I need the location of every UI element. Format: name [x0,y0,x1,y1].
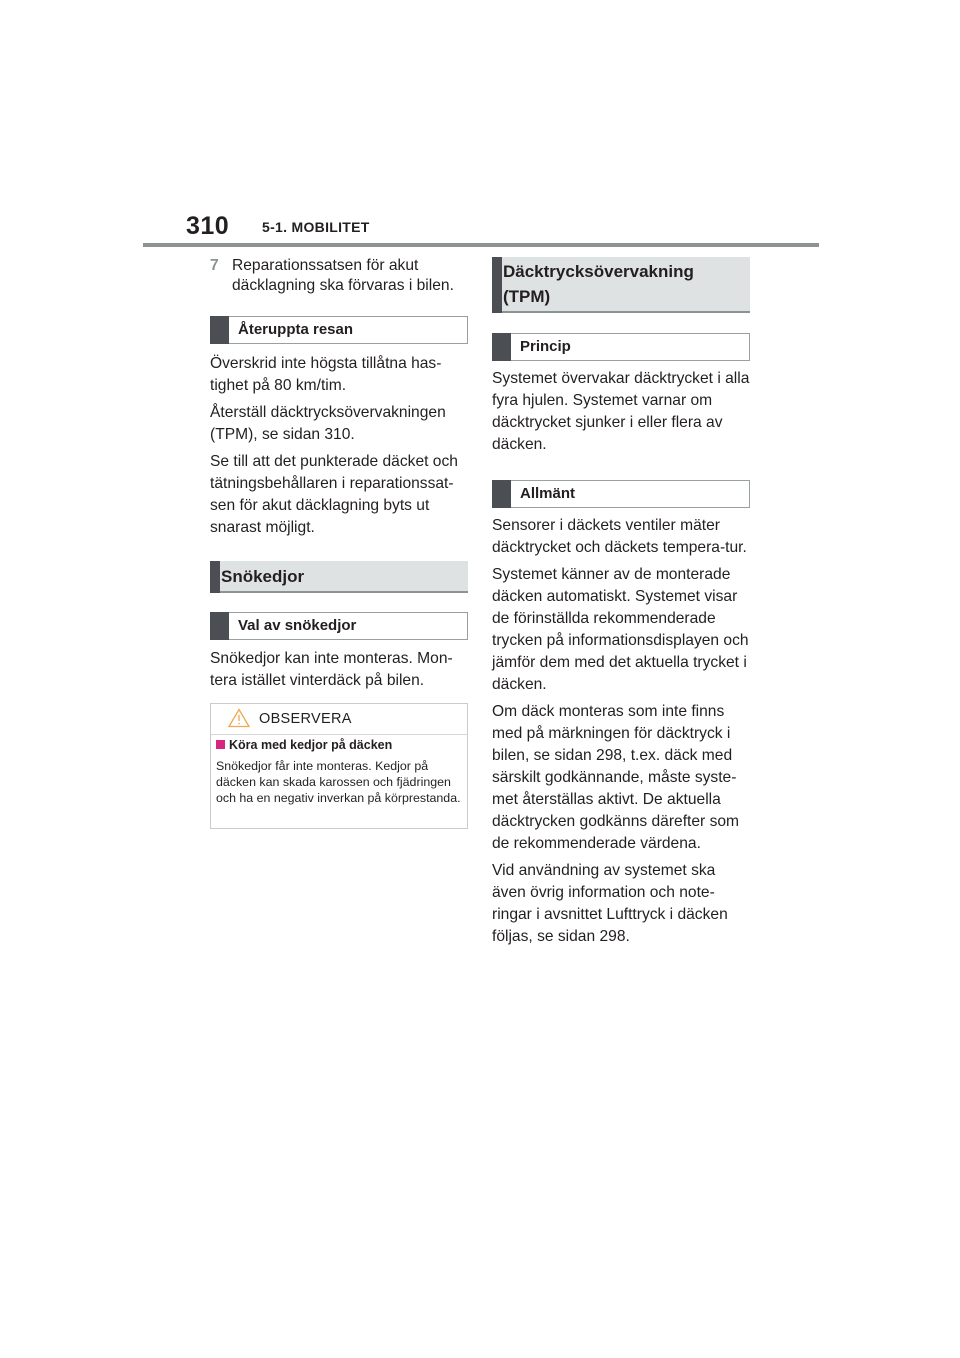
header-divider [143,243,819,247]
heading-snow-chains [210,561,468,593]
subheading-bar [492,480,511,508]
warning-triangle-icon [228,708,250,728]
subheading-bar [492,333,511,361]
caution-subtitle-text: Köra med kedjor på däcken [229,738,393,752]
page-number: 310 [186,212,230,240]
subheading-label: Princip [520,338,571,355]
subheading-label: Allmänt [520,485,576,502]
paragraph: Återställ däcktrycksövervakningen (TPM), se sidan 310. [210,404,446,443]
subheading-label: Val av snökedjor [238,617,357,634]
subheading-choice [210,612,468,640]
paragraph: Vid användning av systemet ska även övrig information och note-ringar i avsnittet Lufttryck i däcken följas, se sidan 298. [492,862,728,945]
paragraph: Om däck monteras som inte finns med på märkningen för däcktryck i bilen, se sidan 298, t.ex. däck med särskilt godkännande, måste syste-met återställas aktivt. De aktuella däcktrycken godkänns därefter som de rekommenderade värdena. [492,703,740,852]
subheading-label: Återuppta resan [238,321,354,338]
right-text-block-1 [492,368,750,456]
caution-title: OBSERVERA [259,711,352,727]
caution-text: Snökedjor får inte monteras. Kedjor på däcken kan skada karossen och fjädringen och ha en negativ inverkan på körprestanda. [216,759,461,805]
subheading-general [492,480,750,508]
heading-bar [492,257,502,313]
subheading-principle [492,333,750,361]
paragraph: Snökedjor kan inte monteras. Mon-tera istället vinterdäck på bilen. [210,650,453,689]
heading-label-line2: (TPM) [503,287,551,306]
heading-label-line1: Däcktrycksövervakning [503,262,694,281]
subheading-bar [210,612,229,640]
left-text-block-1 [210,353,468,539]
heading-label: Snökedjor [221,567,305,586]
paragraph: Överskrid inte högsta tillåtna has-tighet på 80 km/tim. [210,355,442,394]
caution-subtitle [216,738,392,752]
paragraph: Sensorer i däckets ventiler mäter däcktrycket och däckets tempera-tur. [492,517,747,556]
list-item-text: Reparationssatsen för akut däcklagning ska förvaras i bilen. [232,257,454,294]
subheading-bar [210,316,229,344]
paragraph: Se till att det punkterade däcket och tätningsbehållaren i reparationssat-sen för akut däcklagning byts ut snarast möjligt. [210,453,458,536]
section-title: 5-1. MOBILITET [262,219,370,235]
caution-box [210,703,468,829]
left-text-block-2 [210,648,468,692]
list-item-number: 7 [210,257,219,274]
right-text-block-2 [492,515,750,948]
list-item-7 [210,256,468,298]
subheading-resume [210,316,468,344]
heading-tpm [492,257,750,313]
caution-header [211,704,467,735]
paragraph: Systemet övervakar däcktrycket i alla fyra hjulen. Systemet varnar om däcktrycket sjunker i eller flera av däcken. [492,370,750,453]
heading-bar [210,561,220,593]
paragraph: Systemet känner av de monterade däcken automatiskt. Systemet visar de förinställda rekommenderade trycken på informationsdisplayen och jämför dem med det aktuella trycket i däcken. [492,566,749,693]
bullet-square-icon [216,740,225,749]
